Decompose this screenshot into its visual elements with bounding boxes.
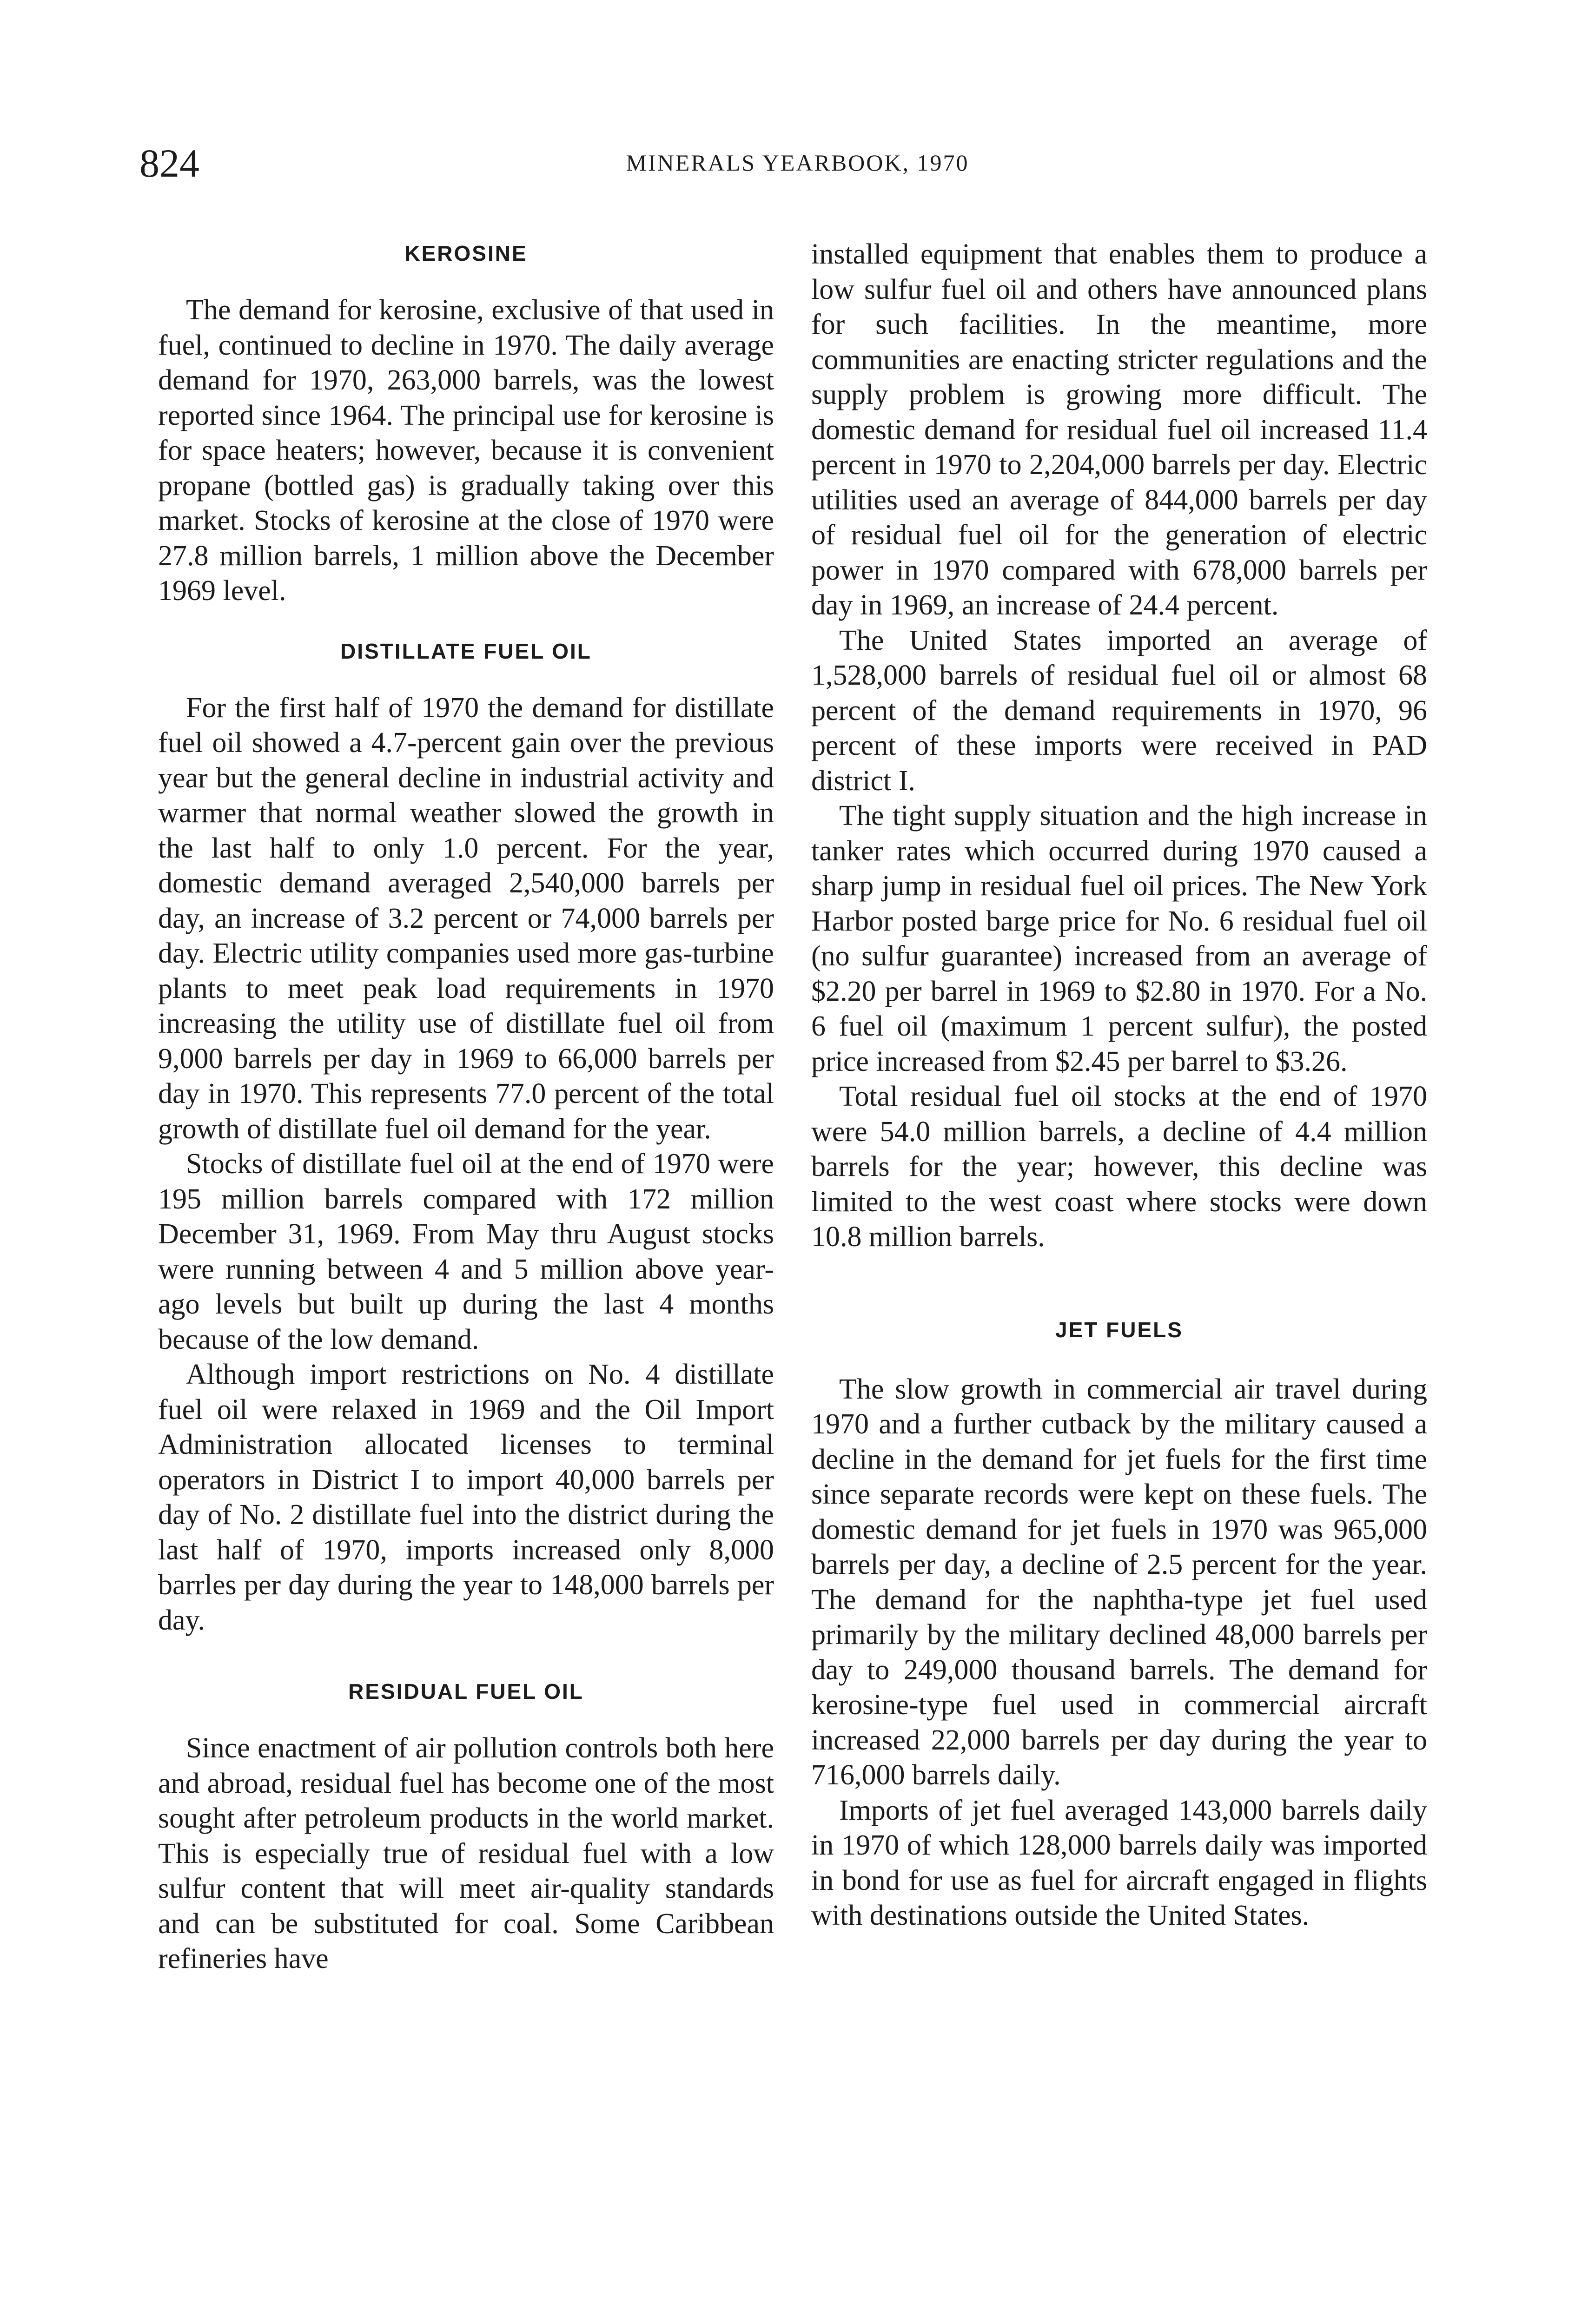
- paragraph: The tight supply situation and the high increase in tanker rates which occurred during 1970 caused a sharp jump in residual fuel oil prices. The New York Harbor posted barge price for No. 6 residual fuel oil (no sulfur guarantee) increased from an average of $2.20 per barrel in 1969 to $2.80 in 1970. For a No. 6 fuel oil (maximum 1 percent sulfur), the posted price increased from $2.45 per barrel to $3.26.: [811, 800, 1427, 1077]
- right-column: [811, 237, 1427, 1934]
- running-head: MINERALS YEARBOOK, 1970: [626, 150, 969, 176]
- section-heading-residual-fuel-oil: RESIDUAL FUEL OIL: [348, 1679, 584, 1703]
- section-heading-kerosine: KEROSINE: [404, 241, 528, 265]
- left-column: [158, 237, 774, 1977]
- paragraph-continued: installed equipment that enables them to produce a low sulfur fuel oil and others have announced plans for such facilities. In the meantime, more communities are enacting stricter regulations and the supply problem is growing more difficult. The domestic demand for residual fuel oil increased 11.4 percent in 1970 to 2,204,000 barrels per day. Electric utilities used an average of 844,000 barrels per day of residual fuel oil for the generation of electric power in 1970 compared with 678,000 barrels per day in 1969, an increase of 24.4 percent.: [811, 238, 1427, 621]
- paragraph: Imports of jet fuel averaged 143,000 barrels daily in 1970 of which 128,000 barrels daily was imported in bond for use as fuel for aircraft engaged in flights with destinations outside the United States.: [811, 1794, 1427, 1931]
- paragraph: The United States imported an average of 1,528,000 barrels of residual fuel oil or almost 68 percent of the demand requirements in 1970, 96 percent of these imports were received in PAD district I.: [811, 624, 1427, 797]
- section-heading-distillate-fuel-oil: DISTILLATE FUEL OIL: [340, 639, 592, 663]
- paragraph: Total residual fuel oil stocks at the end of 1970 were 54.0 million barrels, a decline of 4.4 million barrels for the year; however, this decline was limited to the west coast where stocks were down 10.8 million barrels.: [811, 1081, 1427, 1253]
- paragraph: The slow growth in commercial air travel during 1970 and a further cutback by the military caused a decline in the demand for jet fuels for the first time since separate records were kept on these fuels. The domestic demand for jet fuels in 1970 was 965,000 barrels per day, a decline of 2.5 percent for the year. The demand for the naphtha-type jet fuel used primarily by the military declined 48,000 barrels per day to 249,000 thousand barrels. The demand for kerosine-type fuel used in commercial aircraft increased 22,000 barrels per day during the year to 716,000 barrels daily.: [811, 1373, 1427, 1791]
- paragraph: For the first half of 1970 the demand for distillate fuel oil showed a 4.7-percent gain over the previous year but the general decline in industrial activity and warmer that normal weather slowed the growth in the last half to only 1.0 percent. For the year, domestic demand averaged 2,540,000 barrels per day, an increase of 3.2 percent or 74,000 barrels per day. Electric utility companies used more gas-turbine plants to meet peak load requirements in 1970 increasing the utility use of distillate fuel oil from 9,000 barrels per day in 1969 to 66,000 barrels per day in 1970. This represents 77.0 percent of the total growth of distillate fuel oil demand for the year.: [158, 692, 774, 1145]
- paragraph: The demand for kerosine, exclusive of that used in fuel, continued to decline in 1970. The daily average demand for 1970, 263,000 barrels, was the lowest reported since 1964. The principal use for kerosine is for space heaters; however, because it is convenient propane (bottled gas) is gradually taking over this market. Stocks of kerosine at the close of 1970 were 27.8 million barrels, 1 million above the December 1969 level.: [158, 294, 774, 607]
- paragraph: Although import restrictions on No. 4 distillate fuel oil were relaxed in 1969 and the Oil Import Administration allocated licenses to terminal operators in District I to import 40,000 barrels per day of No. 2 distillate fuel into the district during the last half of 1970, imports increased only 8,000 barrles per day during the year to 148,000 barrels per day.: [158, 1359, 774, 1636]
- paragraph: Since enactment of air pollution controls both here and abroad, residual fuel has become one of the most sought after petroleum products in the world market. This is especially true of residual fuel with a low sulfur content that will meet air-quality standards and can be substituted for coal. Some Caribbean refineries have: [158, 1732, 774, 1974]
- paragraph: Stocks of distillate fuel oil at the end of 1970 were 195 million barrels compared with 172 million December 31, 1969. From May thru August stocks were running between 4 and 5 million above year-ago levels but built up during the last 4 months because of the low demand.: [158, 1148, 774, 1355]
- section-heading-jet-fuels: JET FUELS: [1055, 1317, 1183, 1342]
- page-number: 824: [139, 141, 199, 185]
